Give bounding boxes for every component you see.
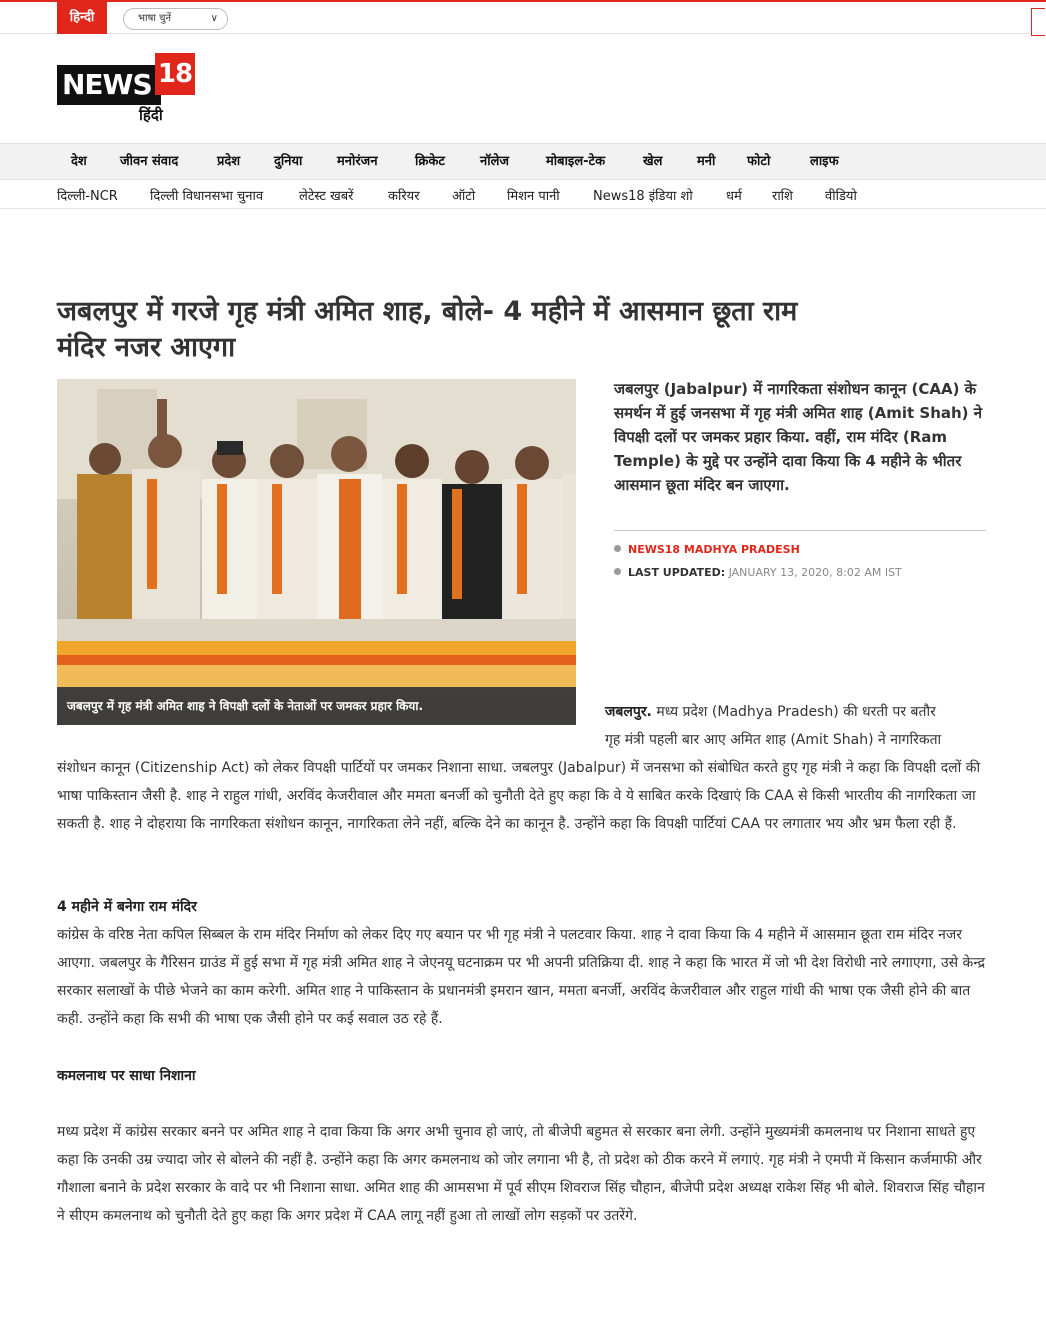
paragraph-1: संशोधन कानून (Citizenship Act) को लेकर विपक्षी पार्टियों पर जमकर निशाना साधा. जबलपुर (Jabalpur) में जनसभा को संबोधित करते हुए गृह मंत्री ने कहा कि विपक्षी दलों की भाषा पाकिस्तान जैसी है. शाह ने राहुल गांधी, अरविंद केजरीवाल और ममता बनर्जी को चुनौती देते हुए कहा कि वे ये साबित करके दिखाएं कि CAA से किसी भारतीय की नागरिकता जा सकती है. शाह ने दोहराया कि नागरिकता संशोधन कानून, नागरिकता लेने नहीं, बल्कि देने का कानून है. उन्होंने कहा कि विपक्षी पार्टियां CAA पर लगातार भय और भ्रम फैला रही हैं. <box>57 760 981 832</box>
chevron-down-icon: ∨ <box>210 13 218 24</box>
nav-item-duniya[interactable]: दुनिया <box>274 154 303 169</box>
subnav-item-delhi-election[interactable]: दिल्ली विधानसभा चुनाव <box>150 189 264 204</box>
language-select[interactable] <box>123 8 228 30</box>
nav-item-pradesh[interactable]: प्रदेश <box>217 154 241 169</box>
logo-number: 18 <box>155 53 195 95</box>
paragraph-3: मध्य प्रदेश में कांग्रेस सरकार बनने पर अमित शाह ने दावा किया कि अगर अभी चुनाव हो जाएं, तो बीजेपी बहुमत से सरकार बना लेगी. उन्होंने मुख्यमंत्री कमलनाथ पर निशाना साधते हुए कहा कि उनकी उम्र ज्यादा जोर से बोलने की नहीं है. उन्होंने कहा कि अगर कमलनाथ को जोर लगाना भी है, तो प्रदेश को ठीक करने में लगाएं. गृह मंत्री ने एमपी में किसान कर्जमाफी और गौशाला बनाने के प्रदेश सरकार के वादे पर भी निशाना साधा. अमित शाह की आमसभा में पूर्व सीएम शिवराज सिंह चौहान, बीजेपी प्रदेश अध्यक्ष राकेश सिंह भी बोले. शिवराज सिंह चौहान ने सीएम कमलनाथ को चुनौती देते हुए कहा कि अगर प्रदेश में CAA लागू नहीं हुआ तो लाखों लोग सड़कों पर उतरेंगे. <box>57 1124 985 1224</box>
subnav-item-rashi[interactable]: राशि <box>772 189 793 204</box>
paragraph-1-side-line-1: मध्य प्रदेश (Madhya Pradesh) की धरती पर बतौर <box>656 704 936 720</box>
nav-item-khel[interactable]: खेल <box>643 154 663 169</box>
source-name: NEWS18 MADHYA PRADESH <box>628 543 800 556</box>
nav-item-knowledge[interactable]: नॉलेज <box>480 154 510 169</box>
nav-item-jeevan-samvad[interactable]: जीवन संवाद <box>120 154 179 169</box>
photo-caption: जबलपुर में गृह मंत्री अमित शाह ने विपक्षी दलों के नेताओं पर जमकर प्रहार किया. <box>57 687 576 725</box>
headline-line-2: मंदिर नजर आएगा <box>57 332 236 363</box>
subnav-item-auto[interactable]: ऑटो <box>452 189 476 204</box>
headline-line-1: जबलपुर में गरजे गृह मंत्री अमित शाह, बोले- 4 महीने में आसमान छूता राम <box>57 296 798 327</box>
corner-widget[interactable] <box>1031 8 1045 36</box>
nav-item-manoranjan[interactable]: मनोरंजन <box>337 154 378 169</box>
hindi-language-tab[interactable]: हिन्दी <box>57 2 107 34</box>
paragraph-2: कांग्रेस के वरिष्ठ नेता कपिल सिब्बल के राम मंदिर निर्माण को लेकर दिए गए बयान पर भी गृह मंत्री ने पलटवार किया. शाह ने दावा किया कि 4 महीने में आसमान छूता राम मंदिर नजर आएगा. जबलपुर के गैरिसन ग्राउंड में हुई सभा में गृह मंत्री अमित शाह ने जेएनयू घटनाक्रम पर भी अपनी प्रतिक्रिया दी. शाह ने कहा कि भारत में जो भी देश विरोधी नारे लगाएगा, उसे केन्द्र सरकार सलाखों के पीछे भेजने का काम करेगी. अमित शाह ने पाकिस्तान के प्रधानमंत्री इमरान खान, ममता बनर्जी, अरविंद केजरीवाल और राहुल गांधी की भाषा एक जैसी होने की बात कही. उन्होंने कहा कि सभी की भाषा एक जैसी होने पर कई सवाल उठ रहे हैं. <box>57 927 986 1027</box>
language-select-label: भाषा चुनें <box>138 13 172 24</box>
nav-item-money[interactable]: मनी <box>697 154 716 169</box>
subnav-item-mission-paani[interactable]: मिशन पानी <box>507 189 560 204</box>
top-bar <box>0 0 1046 34</box>
article-headline <box>57 294 987 366</box>
nav-item-mobile-tech[interactable]: मोबाइल-टेक <box>546 154 606 169</box>
news18-logo[interactable] <box>57 53 195 125</box>
article-photo[interactable] <box>57 379 576 725</box>
paragraph-1-side-line-2: गृह मंत्री पहली बार आए अमित शाह (Amit Shah) ने नागरिकता <box>605 732 942 748</box>
subnav-item-dharm[interactable]: धर्म <box>726 189 742 204</box>
subnav-item-career[interactable]: करियर <box>388 189 420 204</box>
last-updated-label: LAST UPDATED: <box>628 566 726 579</box>
section-heading-kamalnath: कमलनाथ पर साधा निशाना <box>57 1068 196 1084</box>
nav-item-desh[interactable]: देश <box>71 154 87 169</box>
sub-navigation <box>0 181 1046 209</box>
subnav-item-delhi-ncr[interactable]: दिल्ली-NCR <box>57 189 118 204</box>
last-updated <box>614 565 902 581</box>
bullet-icon <box>614 568 621 575</box>
section-heading-ram-mandir: 4 महीने में बनेगा राम मंदिर <box>57 899 197 915</box>
nav-item-life[interactable]: लाइफ <box>810 154 839 169</box>
subnav-item-latest-news[interactable]: लेटेस्ट खबरें <box>299 189 354 204</box>
dateline: जबलपुर. <box>605 704 652 720</box>
nav-item-cricket[interactable]: क्रिकेट <box>415 154 445 169</box>
logo-subtitle: हिंदी <box>139 106 163 124</box>
bullet-icon <box>614 545 621 552</box>
nav-item-photo[interactable]: फोटो <box>747 154 771 169</box>
main-navigation <box>0 143 1046 180</box>
subnav-item-video[interactable]: वीडियो <box>825 189 857 204</box>
logo-news-text: NEWS <box>57 65 161 105</box>
summary-divider <box>614 530 986 531</box>
article-source[interactable] <box>614 542 800 558</box>
article-summary: जबलपुर (Jabalpur) में नागरिकता संशोधन कानून (CAA) के समर्थन में हुई जनसभा में गृह मंत्री अमित शाह (Amit Shah) ने विपक्षी दलों पर जमकर प्रहार किया. वहीं, राम मंदिर (Ram Temple) के मुद्दे पर उन्होंने दावा किया कि 4 महीने के भीतर आसमान छूता मंदिर बन जाएगा. <box>614 380 983 494</box>
stage-photo-illustration <box>57 379 576 725</box>
paragraph-1-side <box>605 698 986 754</box>
subnav-item-news18-india-show[interactable]: News18 इंडिया शो <box>593 189 693 204</box>
last-updated-value: JANUARY 13, 2020, 8:02 AM IST <box>728 566 902 579</box>
